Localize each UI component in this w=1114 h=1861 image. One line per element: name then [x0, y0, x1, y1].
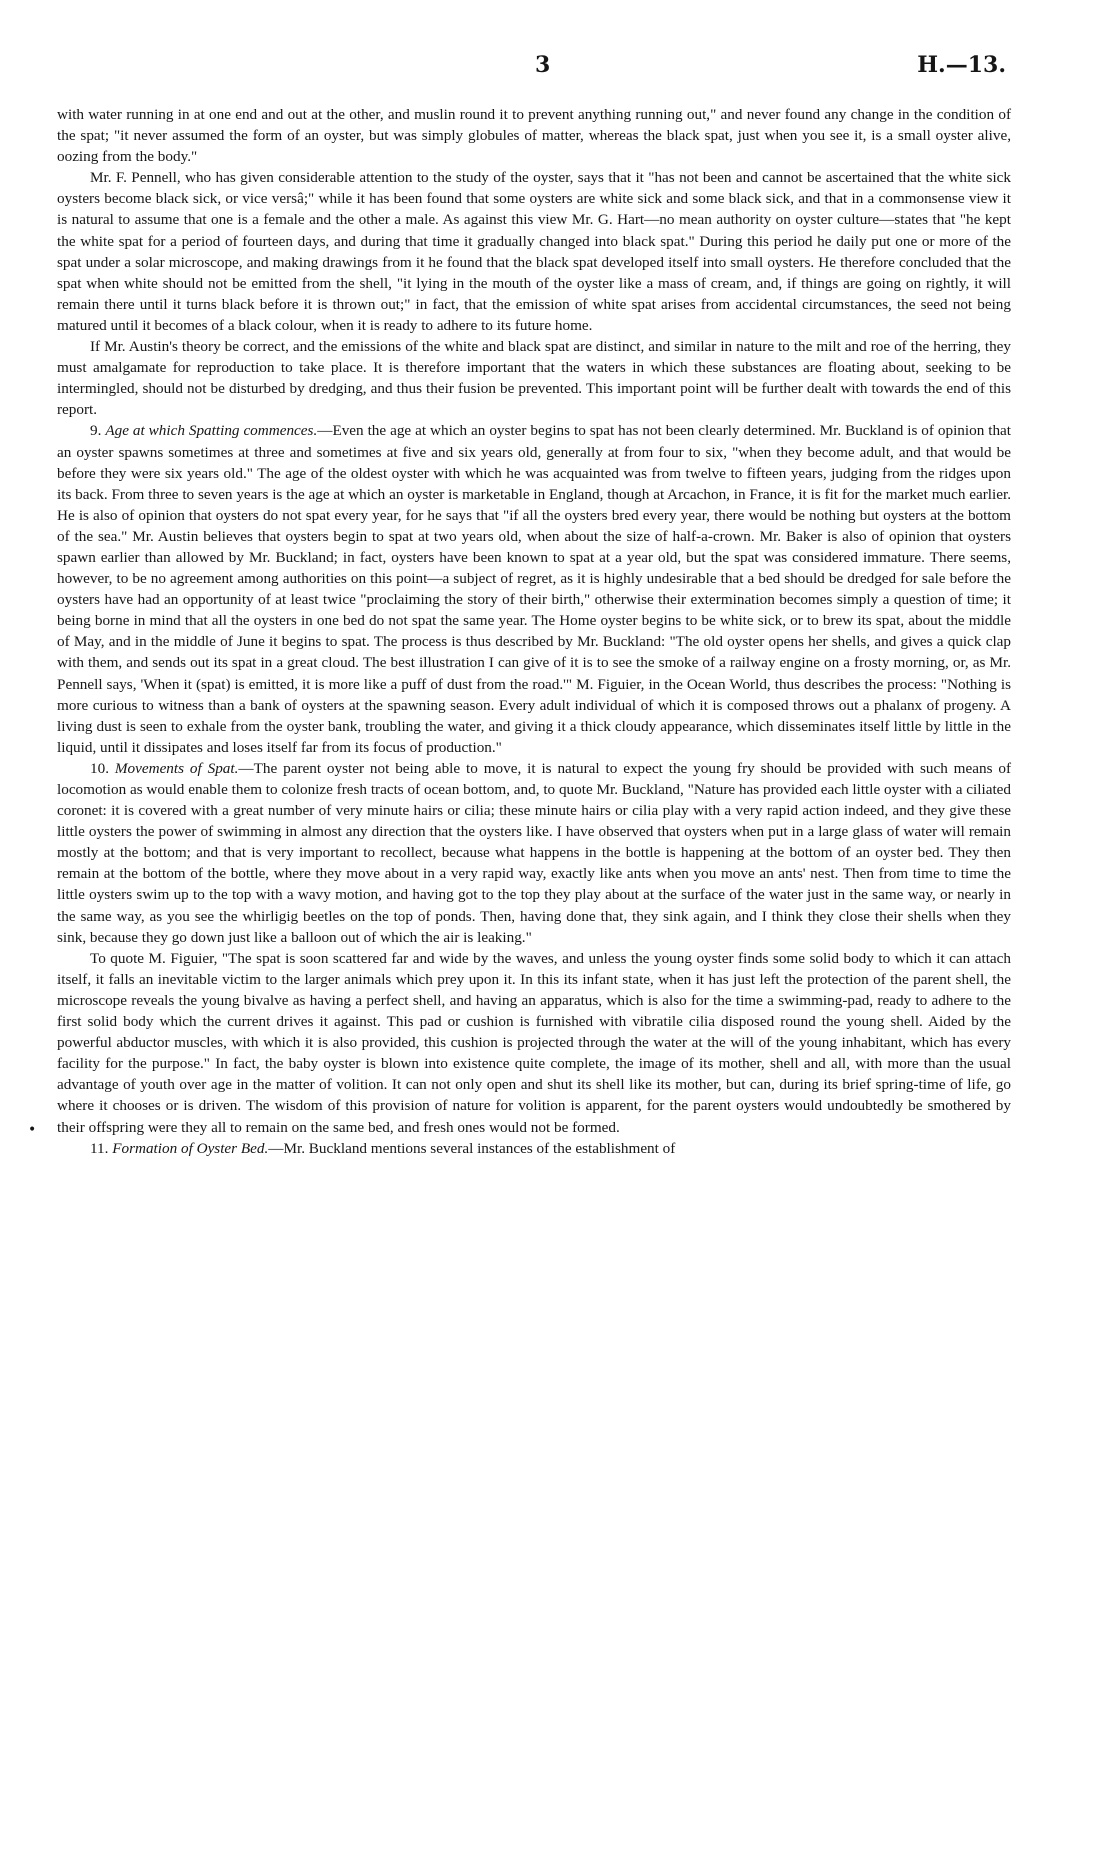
section-heading: Age at which Spatting commences.	[105, 422, 318, 440]
paragraph: Mr. F. Pennell, who has given considerable attention to the study of the oyster, says that it "has not been and cannot be ascertained that the white sick oysters become black sick, or vice versâ;" while it has been found that some oysters are white sick and some black sick, and that in a commonsense view it is natural to assume that one is a female and the other a male. As against this view Mr. G. Hart—no mean authority on oyster culture—states that "he kept the white spat for a period of fourteen days, and during that time it gradually changed into black spat." During this period he daily put one or more of the spat under a solar microscope, and making drawings from it he found that the black spat developed itself into small oysters. He therefore concluded that the spat when white should not be emitted from the shell, "it lying in the mouth of the oyster like a mass of cream, and, if things are going on rightly, it will remain there until it turns black before it is thrown out;" in fact, that the emission of white spat arises from accidental circumstances, the seed not being matured until it becomes of a black colour, when it is ready to adhere to its future home.	[57, 169, 1011, 334]
paragraph: with water running in at one end and out at the other, and muslin round it to prevent anything running out," and never found any change in the condition of the spat; "it never assumed the form of an oyster, but was simply globules of matter, whereas the black spat, just when you see it, is a small oyster alive, oozing from the body."	[57, 106, 1011, 166]
section-9-paragraph: 9. Age at which Spatting commences.—Even the age at which an oyster begins to spat has not been clearly determined. Mr. Buckland is of opinion that an oyster spawns sometimes at three and sometimes at five and six years old, generally at from four to six, "when they become adult, and that would be before they were six years old." The age of the oldest oyster with which he was acquainted was from twelve to fifteen years, judging from the ridges upon its back. From three to seven years is the age at which an oyster is marketable in England, though at Arcachon, in France, it is fit for the market much earlier. He is also of opinion that oysters do not spat every year, for he says that "if all the oysters bred every year, there would be nothing but oysters at the bottom of the sea." Mr. Austin believes that oysters begin to spat at two years old, when about the size of half-a-crown. Mr. Baker is also of opinion that oysters spawn earlier than allowed by Mr. Buckland; in fact, oysters have been known to spat at a year old, but the spat was considered immature. There seems, however, to be no agreement among authorities on this point—a subject of regret, as it is highly undesirable that a bed should be dredged for sale before the oysters have had an opportunity of at least twice "proclaiming the story of their birth," otherwise their extermination becomes simply a question of time; it being borne in mind that all the oysters in one bed do not spat the same year. The Home oyster begins to be white sick, or to brew its spat, about the middle of May, and in the middle of June it begins to spat. The process is thus described by Mr. Buckland: "The old oyster opens her shells, and gives a quick clap with them, and sends out its spat in a great cloud. The best illustration I can give of it is to see the smoke of a railway engine on a frosty morning, or, as Mr. Pennell says, 'When it (spat) is emitted, it is more like a puff of dust from the road.'" M. Figuier, in the Ocean World, thus describes the process: "Nothing is more curious to witness than a bank of oysters at the spawning season. Every adult individual of which it is composed throws out a phalanx of progeny. A living dust is seen to exhale from the oyster bank, troubling the water, and giving it a thick cloudy appearance, which disseminates itself little by little in the liquid, until it dissipates and loses itself far from its focus of production."	[57, 422, 1012, 756]
document-id: H.—13.	[917, 52, 1006, 78]
paragraph: If Mr. Austin's theory be correct, and the emissions of the white and black spat are distinct, and similar in nature to the milt and roe of the herring, they must amalgamate for reproduction to take place. It is therefore important that the waters in which these substances are floating about, seeking to be intermingled, should not be disturbed by dredging, and thus their fusion be prevented. This important point will be further dealt with towards the end of this report.	[57, 338, 1011, 419]
section-number: 11.	[90, 1139, 113, 1157]
page-number: 3	[535, 52, 551, 78]
paragraph: To quote M. Figuier, "The spat is soon scattered far and wide by the waves, and unless the young oyster finds some solid body to which it can attach itself, it falls an inevitable victim to the larger animals which prey upon it. In this its infant state, when it has just left the protection of the parent shell, the microscope reveals the young bivalve as having a perfect shell, and having an apparatus, which is also for the time a swimming-pad, ready to adhere to the first solid body which the current drives it against. This pad or cushion is furnished with vibratile cilia disposed round the young shell. Aided by the powerful abductor muscles, with which it is also provided, this cushion is projected through the water at the will of the young inhabitant, which has every facility for the purpose." In fact, the baby oyster is blown into existence quite complete, the image of its mother, shell and all, with more than the usual advantage of youth over age in the matter of volition. It can not only open and shut its shell like its mother, but can, during its brief spring-time of life, go where it chooses or is driven. The wisdom of this provision of nature for volition is apparent, for the parent oysters would undoubtedly be smothered by their offspring were they all to remain on the same bed, and fresh ones would not be formed.	[57, 949, 1011, 1136]
section-11-paragraph: 11. Formation of Oyster Bed.—Mr. Buckland mentions several instances of the establishment of	[90, 1139, 676, 1157]
section-heading: Movements of Spat.	[114, 759, 239, 777]
section-number: 9.	[90, 422, 106, 440]
body-text	[57, 104, 1011, 1159]
section-number: 10.	[90, 759, 115, 777]
section-heading: Formation of Oyster Bed.	[112, 1139, 269, 1157]
margin-mark: •	[28, 1122, 37, 1138]
section-10-paragraph: 10. Movements of Spat.—The parent oyster not being able to move, it is natural to expect the young fry should be provided with such means of locomotion as would enable them to colonize fresh tracts of ocean bottom, and, to quote Mr. Buckland, "Nature has provided each little oyster with a ciliated coronet: it is covered with a great number of very minute hairs or cilia; these minute hairs or cilia play with a very rapid action indeed, and they give these little oysters the power of swimming in almost any direction that the oysters like. I have observed that oysters when put in a large glass of water will remain mostly at the bottom; and that is very important to recollect, because what happens in the bottle is happening at the bottom of an oyster bed. They then remain at the bottom of the bottle, where they move about in a very rapid way, exactly like ants when you move an ants' nest. Then from time to time the little oysters swim up to the top with a wavy motion, and having got to the top they play about at the surface of the water just in the same way, or nearly in the same way, as you see the whirligig beetles on the top of ponds. Then, having done that, they sink again, and I think they close their shells when they sink, because they go down just like a balloon out of which the air is leaking."	[57, 759, 1012, 946]
page-header	[0, 52, 1114, 82]
